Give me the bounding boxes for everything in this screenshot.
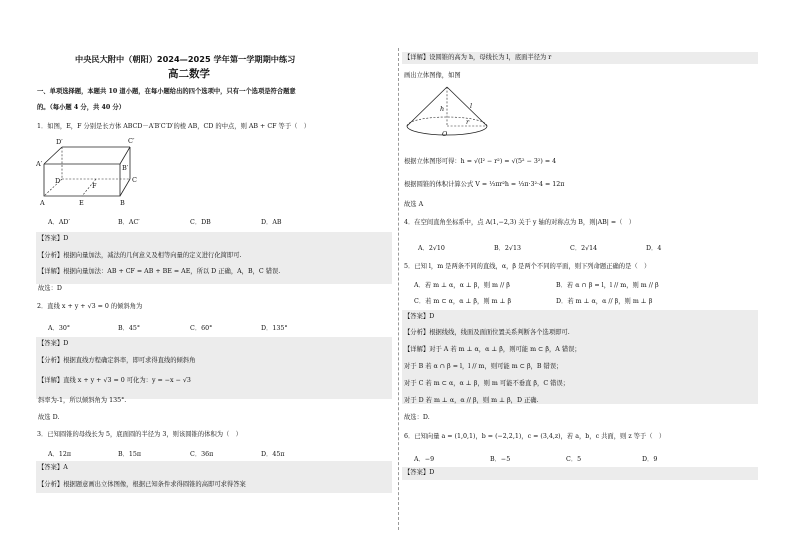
q5-solution-band [402,310,758,404]
label-D-prime: D′ [56,138,63,146]
q6-option-d: D．9 [642,456,658,463]
q1-analysis: 【分析】根据向量加法，减法的几何意义及相等向量的定义进行化简即可. [38,252,242,259]
q2-option-d: D．135° [261,325,288,332]
label-B-prime: B′ [122,164,129,172]
q3-option-d: D．45π [261,451,285,458]
q5-detail-b: 对于 B 若 α ∩ β = l，l // m，则可能 m ⊂ β，B 错误； [404,363,563,370]
cone-label-h: h [440,105,445,113]
q3-option-a: A．12π [48,451,71,458]
q4-option-b: B．2√13 [494,245,521,252]
label-F: F [92,182,97,190]
q6-solution-band [402,467,758,480]
q1-option-b: B．AC′ [118,219,140,226]
section-heading-2: 的。（每小题 4 分，共 40 分） [37,104,126,111]
section-heading: 一、单项选择题，本题共 10 道小题，在每小题给出的四个选项中，只有一个选项是符合题意 [37,88,296,95]
q2-conclusion: 故选 D. [38,414,60,421]
q1-answer: 【答案】D [38,235,69,242]
exam-title: 中央民大附中（朝阳）2024—2025 学年第一学期期中练习 [75,54,296,64]
q1-option-c: C．DB [190,219,211,226]
q4-option-c: C．2√14 [570,245,598,252]
q2-answer: 【答案】D [38,340,69,347]
q2-stem: 2．直线 x + y + √3 = 0 的倾斜角为 [37,303,143,310]
cone-label-r: r [466,118,470,126]
label-B: B [120,199,125,207]
q4-stem: 4．在空间直角坐标系中，点 A(1,−2,3) 关于 y 轴的对称点为 B，则|AB| =（ ） [404,219,636,226]
q5-detail-c: 对于 C 若 m ⊂ α，α ⊥ β，则 m 可能不垂直 β，C 错误； [404,380,570,387]
q2-detail: 【详解】直线 x + y + √3 = 0 可化为：y = −x − √3 [38,377,191,384]
q3-answer: 【答案】A [38,464,68,471]
q4-option-d: D．4 [646,245,662,252]
q5-detail-a: 【详解】对于 A 若 m ⊥ α，α ⊥ β，则可能 m ⊂ β，A 错误； [404,346,581,353]
q5-analysis: 【分析】根据线线，线面及面面位置关系判断各个选项即可. [404,329,570,336]
q5-option-a: A．若 m ⊥ α，α ⊥ β，则 m // β [414,282,510,289]
label-A-prime: A′ [36,160,43,168]
q1-conclusion: 故选：D [38,285,62,292]
label-A: A [40,199,45,207]
q4-option-a: A．2√10 [418,245,445,252]
q5-option-c: C．若 m ⊂ α，α ⊥ β，则 m ⊥ β [414,298,512,305]
q3-height-calc: 根据立体图形可得：h = √(l² − r²) = √(5² − 3²) = 4 [404,158,557,165]
column-divider [398,48,399,530]
label-C-prime: C′ [128,137,135,145]
q2-option-b: B．45° [118,325,141,332]
q6-option-c: C．5 [566,456,582,463]
q2-detail-2: 斜率为-1，所以倾斜角为 135°. [38,397,127,404]
q3-analysis: 【分析】根据题意画出立体图像，根据已知条件求得圆锥的高即可求得答案 [38,481,246,488]
q3-stem: 3．已知圆锥的母线长为 5，底面圆的半径为 3，则该圆锥的体积为（ ） [37,431,242,438]
q2-option-a: A．30° [48,325,71,332]
q3-detail: 【详解】设圆锥的高为 h，母线长为 l，底面半径为 r [404,54,552,61]
cone-figure [404,84,490,140]
label-D: D [55,177,61,185]
q2-solution-band [36,337,392,399]
q5-answer: 【答案】D [404,313,435,320]
cone-label-o: O [442,130,448,138]
q2-option-c: C．60° [190,325,213,332]
q3-volume-calc: 根据圆锥的体积计算公式 V = ⅓πr²h = ⅓π·3²·4 = 12π [404,181,565,188]
q1-option-a: A．AD′ [48,219,70,226]
q3-conclusion: 故选 A [404,201,424,208]
exam-subtitle: 高二数学 [168,68,210,80]
q1-option-d: D．AB [261,219,282,226]
q1-stem: 1．如图，E，F 分别是长方体 ABCD－A′B′C′D′的棱 AB，CD 的中点，则 AB + CF 等于（ ） [37,123,311,130]
q2-analysis: 【分析】根据直线方程确定斜率，即可求得直线的倾斜角 [38,357,196,364]
q3-option-b: B．15π [118,451,142,458]
cone-label-l: l [470,102,473,110]
q5-detail-d: 对于 D 若 m ⊥ α，α // β，则 m ⊥ β，D 正确. [404,397,539,404]
q6-option-a: A．−9 [414,456,435,463]
cuboid-figure [36,134,142,214]
q6-option-b: B．−5 [490,456,511,463]
label-E: E [79,199,84,207]
q6-stem: 6．已知向量 a = (1,0,1)，b = (−2,2,1)，c = (3,4,z)，若 a，b，c 共面，则 z 等于（ ） [404,433,666,440]
q6-answer: 【答案】D [404,469,435,476]
q5-conclusion: 故选：D. [404,414,430,421]
q5-option-d: D．若 m ⊥ α，α // β，则 m ⊥ β [556,298,653,305]
q1-detail: 【详解】根据向量加法：AB + CF = AB + BE = AE，所以 D 正确，A，B，C 错误. [38,268,281,275]
q3-option-c: C．36π [190,451,214,458]
label-C: C [132,176,137,184]
q5-stem: 5．已知 l，m 是两条不同的直线，α，β 是两个不同的平面，则下列命题正确的是（ ） [404,263,651,270]
q5-option-b: B．若 α ∩ β = l，l // m，则 m // β [556,282,659,289]
q3-draw-note: 画出立体图像，如图 [404,72,461,79]
